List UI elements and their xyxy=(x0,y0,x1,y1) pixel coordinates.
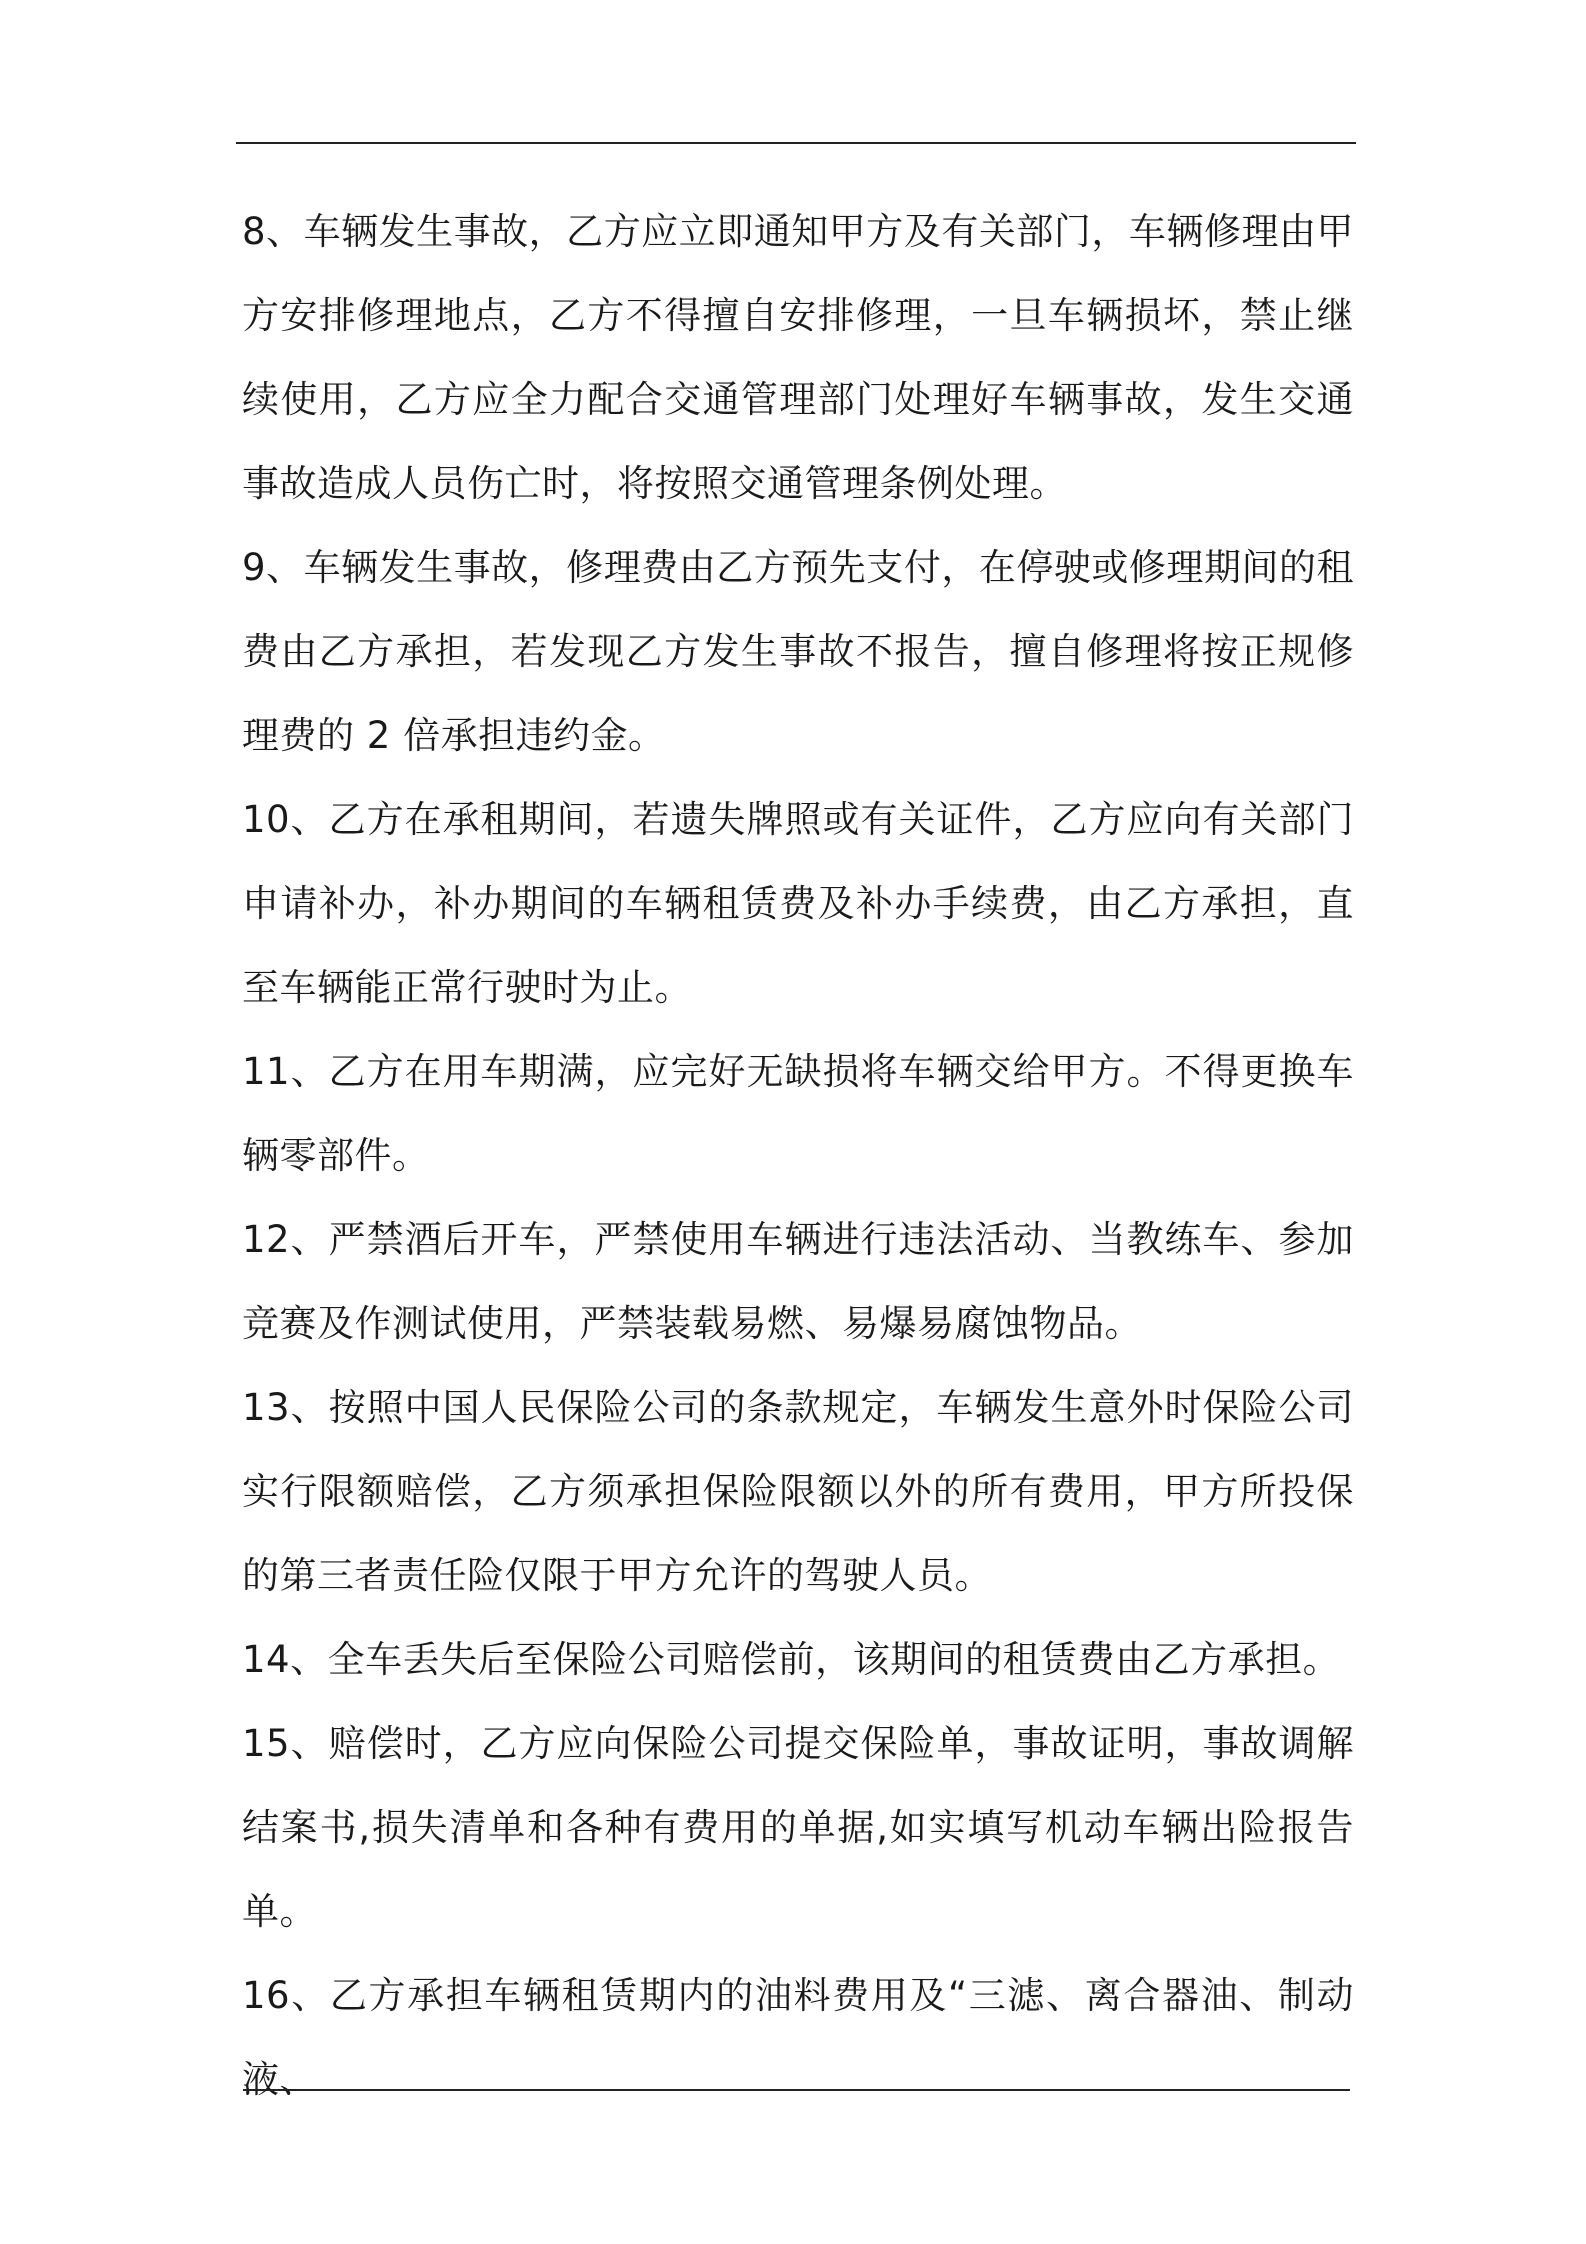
clause-11: 11、乙方在用车期满，应完好无缺损将车辆交给甲方。不得更换车辆零部件。 xyxy=(242,1050,1354,1177)
clause-10: 10、乙方在承租期间，若遗失牌照或有关证件，乙方应向有关部门申请补办，补办期间的车辆租赁费及补办手续费，由乙方承担，直至车辆能正常行驶时为止。 xyxy=(242,798,1354,1009)
document-body xyxy=(242,190,1354,2122)
footer-rule xyxy=(243,2089,1350,2091)
clause-9: 9、车辆发生事故，修理费由乙方预先支付，在停驶或修理期间的租费由乙方承担，若发现乙方发生事故不报告，擅自修理将按正规修理费的 2 倍承担违约金。 xyxy=(242,546,1354,757)
clause-12: 12、严禁酒后开车，严禁使用车辆进行违法活动、当教练车、参加竞赛及作测试使用，严禁装载易燃、易爆易腐蚀物品。 xyxy=(242,1218,1354,1345)
clause-8: 8、车辆发生事故，乙方应立即通知甲方及有关部门，车辆修理由甲方安排修理地点，乙方不得擅自安排修理，一旦车辆损坏，禁止继续使用，乙方应全力配合交通管理部门处理好车辆事故，发生交通事故造成人员伤亡时，将按照交通管理条例处理。 xyxy=(242,210,1354,505)
header-rule xyxy=(236,142,1356,144)
clause-14: 14、全车丢失后至保险公司赔偿前，该期间的租赁费由乙方承担。 xyxy=(242,1638,1341,1681)
clause-13: 13、按照中国人民保险公司的条款规定，车辆发生意外时保险公司实行限额赔偿，乙方须承担保险限额以外的所有费用，甲方所投保的第三者责任险仅限于甲方允许的驾驶人员。 xyxy=(242,1386,1354,1597)
clause-15: 15、赔偿时，乙方应向保险公司提交保险单，事故证明，事故调解结案书,损失清单和各种有费用的单据,如实填写机动车辆出险报告单。 xyxy=(242,1722,1354,1933)
clause-16: 16、乙方承担车辆租赁期内的油料费用及“三滤、离合器油、制动液、 xyxy=(242,1974,1354,2101)
